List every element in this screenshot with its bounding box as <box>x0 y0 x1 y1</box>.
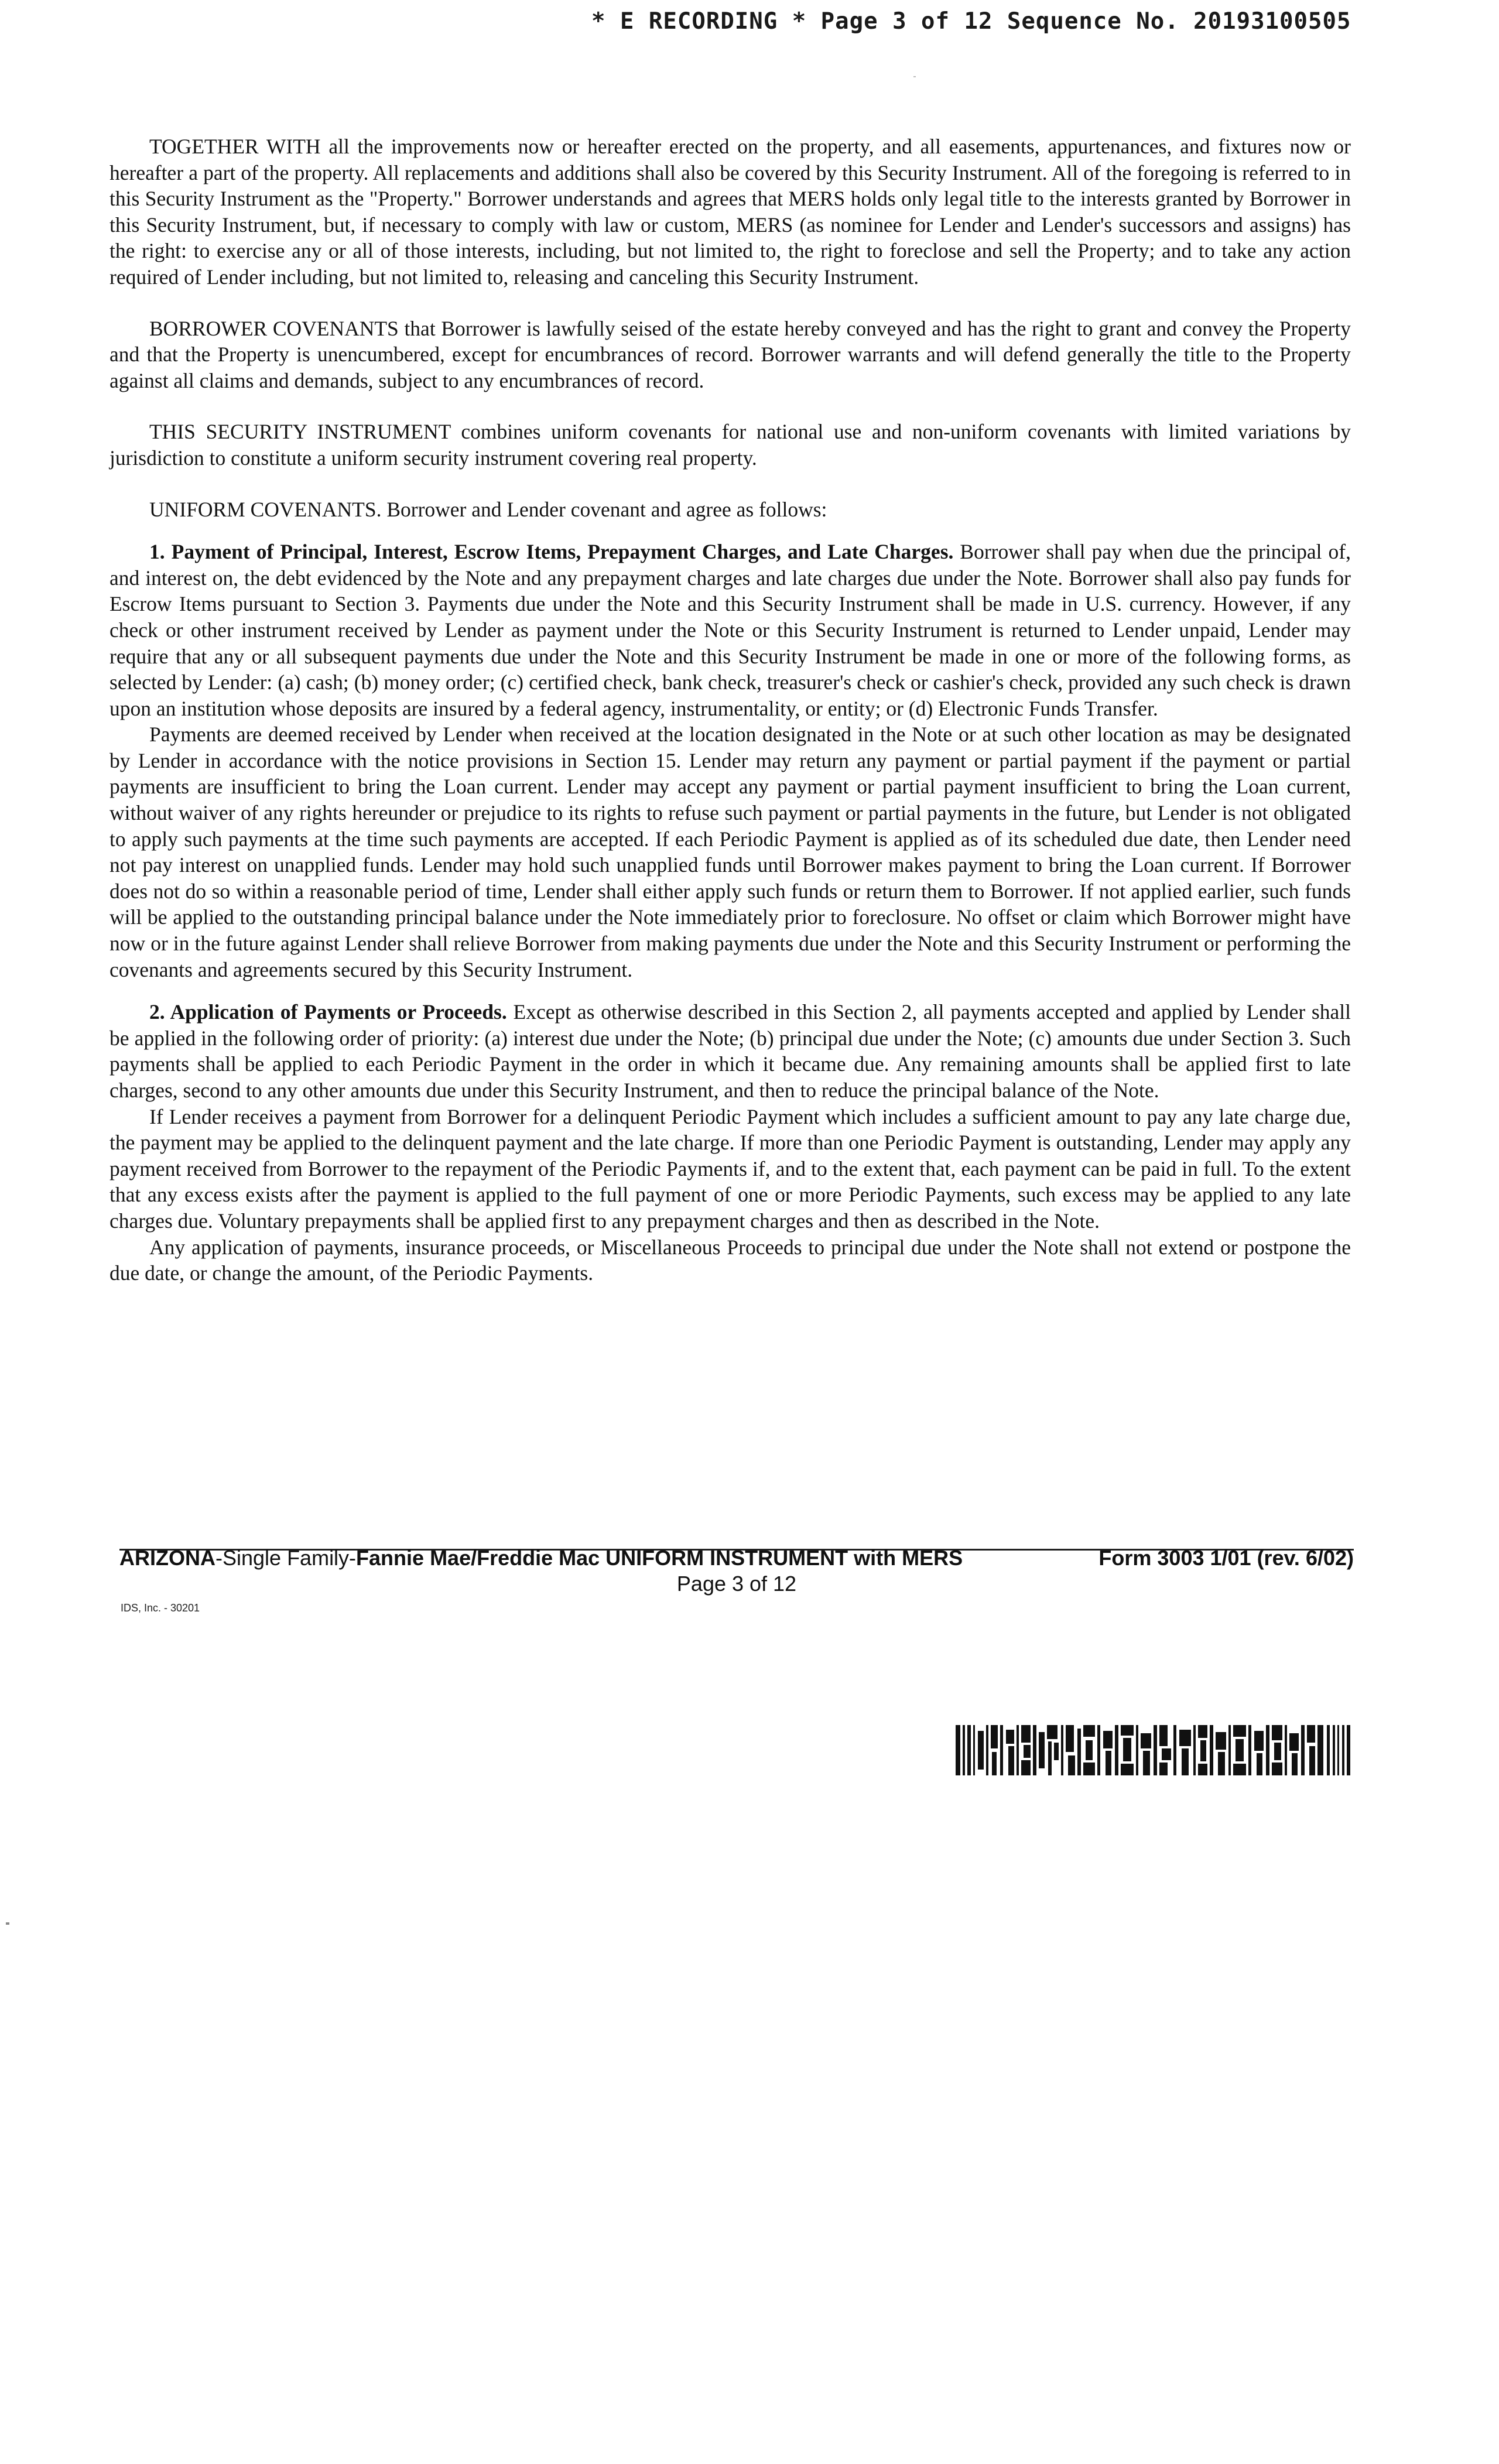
section-2-paragraph-2: If Lender receives a payment from Borrower for a delinquent Periodic Payment which includes a sufficient amount to pay any late charge due, the payment may be applied to the delinquent payment and the late charge. If more than one Periodic Payment is outstanding, Lender may apply any payment received from Borrower to the repayment of the Periodic Payments if, and to the extent that, each payment can be paid in full. To the extent that any excess exists after the payment is applied to the full payment of one or more Periodic Payments, such excess may be applied to any late charges due. Voluntary prepayments shall be applied first to any prepayment charges and then as described in the Note. <box>109 1104 1351 1233</box>
scan-speck-2 <box>6 1922 9 1925</box>
security-instrument-paragraph: THIS SECURITY INSTRUMENT combines uniform covenants for national use and non-uniform covenants with limited variations by jurisdiction to constitute a uniform security instrument covering real property. <box>109 420 1351 470</box>
section-1-heading: 1. Payment of Principal, Interest, Escrow Items, Prepayment Charges, and Late Charges. <box>149 540 954 564</box>
borrower-covenants-paragraph: BORROWER COVENANTS that Borrower is lawfully seised of the estate hereby conveyed and has the right to grant and convey the Property and that the Property is unencumbered, except for encumbrances of record. Borrower warrants and will defend generally the title to the Property against all claims and demands, subject to any encumbrances of record. <box>109 316 1351 392</box>
footer-form-title <box>119 1546 963 1570</box>
footer-type: -Single Family- <box>215 1546 357 1570</box>
scan-speck <box>913 76 916 77</box>
section-2-paragraph <box>109 999 1351 1103</box>
section-1-paragraph <box>109 539 1351 721</box>
footer-state: ARIZONA <box>119 1546 215 1570</box>
footer-instrument: Fannie Mae/Freddie Mac UNIFORM INSTRUMENT with MERS <box>356 1546 963 1570</box>
footer-ids-code: IDS, Inc. - 30201 <box>121 1602 200 1614</box>
footer-form-number: Form 3003 1/01 (rev. 6/02) <box>1098 1546 1354 1570</box>
together-with-paragraph: TOGETHER WITH all the improvements now or hereafter erected on the property, and all easements, appurtenances, and fixtures now or hereafter a part of the property. All replacements and additions shall also be covered by this Security Instrument. All of the foregoing is referred to in this Security Instrument as the "Property." Borrower understands and agrees that MERS holds only legal title to the interests granted by Borrower in this Security Instrument, but, if necessary to comply with law or custom, MERS (as nominee for Lender and Lender's successors and assigns) has the right: to exercise any or all of those interests, including, but not limited to, the right to foreclose and sell the Property; and to take any action required of Lender including, but not limited to, releasing and canceling this Security Instrument. <box>109 135 1351 289</box>
recording-stamp: * E RECORDING * Page 3 of 12 Sequence No. 20193100505 <box>591 8 1351 35</box>
document-body <box>109 134 1351 1286</box>
footer-page-number: Page 3 of 12 <box>676 1572 797 1596</box>
uniform-covenants-paragraph: UNIFORM COVENANTS. Borrower and Lender covenant and agree as follows: <box>149 497 827 521</box>
section-2-heading: 2. Application of Payments or Proceeds. <box>149 1000 507 1024</box>
section-1-text: Borrower shall pay when due the principal of, and interest on, the debt evidenced by the Note and any prepayment charges and late charges due under the Note. Borrower shall also pay funds for Escrow Items pursuant to Section 3. Payments due under the Note and this Security Instrument shall be made in U.S. currency. However, if any check or other instrument received by Lender as payment under the Note or this Security Instrument is returned to Lender unpaid, Lender may require that any or all subsequent payments due under the Note and this Security Instrument be made in one or more of the following forms, as selected by Lender: (a) cash; (b) money order; (c) certified check, bank check, treasurer's check or cashier's check, provided any such check is drawn upon an institution whose deposits are insured by a federal agency, instrumentality, or entity; or (d) Electronic Funds Transfer. <box>109 540 1351 720</box>
section-2-text: Except as otherwise described in this Section 2, all payments accepted and applied by Lender shall be applied in the following order of priority: (a) interest due under the Note; (b) principal due under the Note; (c) amounts due under Section 3. Such payments shall be applied to each Periodic Payment in the order in which it became due. Any remaining amounts shall be applied first to late charges, second to any other amounts due under this Security Instrument, and then to reduce the principal balance of the Note. <box>109 1000 1351 1102</box>
section-1-paragraph-2: Payments are deemed received by Lender when received at the location designated in the Note or at such other location as may be designated by Lender in accordance with the notice provisions in Section 15. Lender may return any payment or partial payment if the payment or partial payments are insufficient to bring the Loan current. Lender may accept any payment or partial payment insufficient to bring the Loan current, without waiver of any rights hereunder or prejudice to its rights to refuse such payment or partial payments in the future, but Lender is not obligated to apply such payments at the time such payments are accepted. If each Periodic Payment is applied as of its scheduled due date, then Lender need not pay interest on unapplied funds. Lender may hold such unapplied funds until Borrower makes payment to bring the Loan current. If Borrower does not do so within a reasonable period of time, Lender shall either apply such funds or return them to Borrower. If not applied earlier, such funds will be applied to the outstanding principal balance under the Note immediately prior to foreclosure. No offset or claim which Borrower might have now or in the future against Lender shall relieve Borrower from making payments due under the Note and this Security Instrument or performing the covenants and agreements secured by this Security Instrument. <box>109 723 1351 981</box>
barcode-image <box>956 1725 1350 1775</box>
section-2-paragraph-3: Any application of payments, insurance proceeds, or Miscellaneous Proceeds to principal due under the Note shall not extend or postpone the due date, or change the amount, of the Periodic Payments. <box>109 1235 1351 1285</box>
